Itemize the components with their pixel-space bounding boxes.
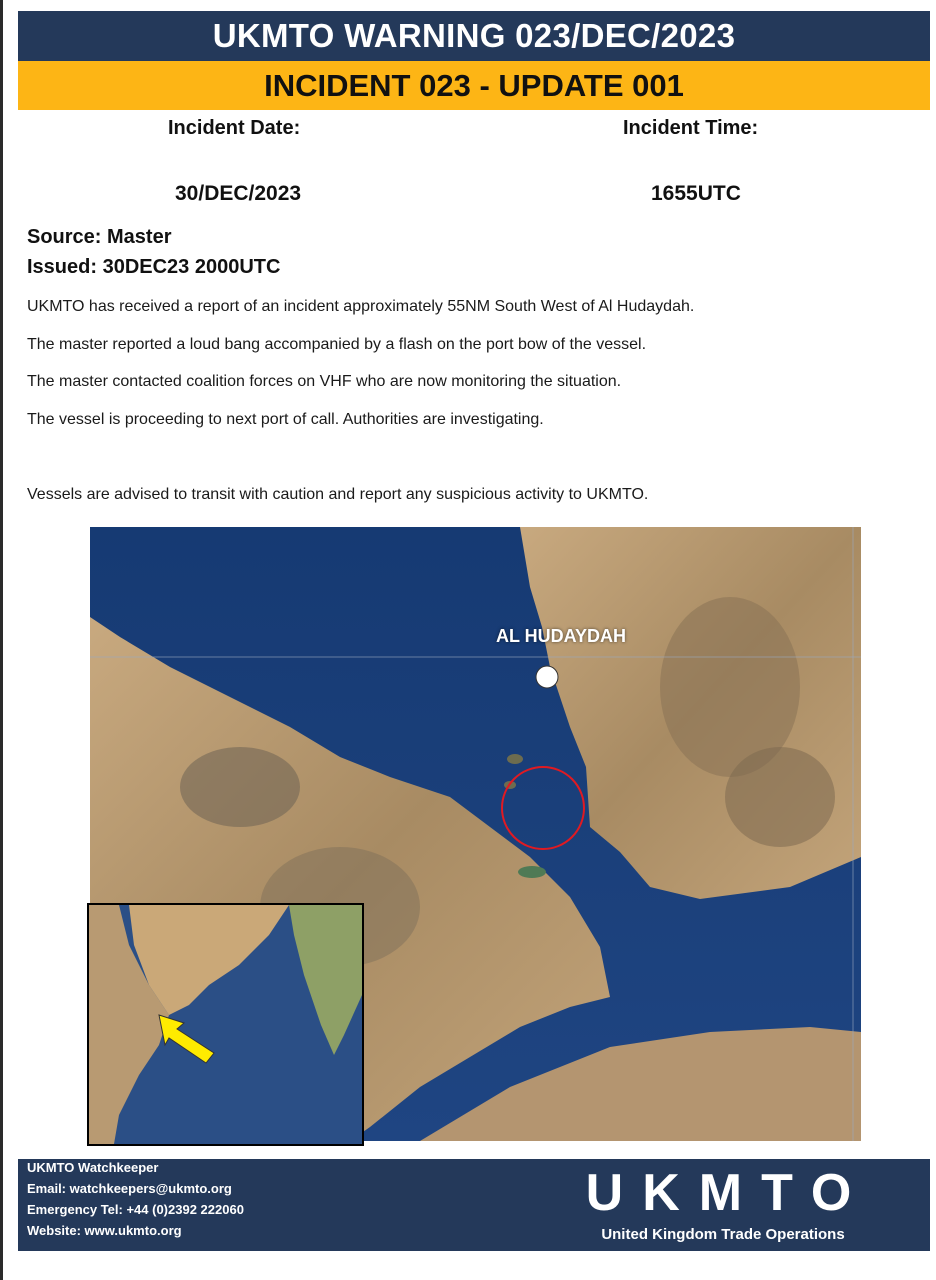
inset-graphic [89,905,362,1144]
body-paragraph: The vessel is proceeding to next port of call. Authorities are investigating. [27,411,544,428]
incident-time-value: 1655UTC [651,182,741,205]
incident-update-banner: INCIDENT 023 - UPDATE 001 [18,61,930,110]
warning-title: UKMTO WARNING 023/DEC/2023 [18,11,930,61]
body-paragraph: The master contacted coalition forces on VHF who are now monitoring the situation. [27,373,622,390]
org-name: United Kingdom Trade Operations [601,1226,845,1243]
source-line: Source: Master [27,226,172,248]
contact-email: Email: watchkeepers@ukmto.org [27,1181,232,1196]
location-marker [536,666,558,688]
ukmto-logo: UKMTO [585,1164,871,1222]
incident-time-label: Incident Time: [623,117,759,139]
contact-title: UKMTO Watchkeeper [27,1160,159,1175]
body-paragraph: The master reported a loud bang accompanied by a flash on the port bow of the vessel. [27,336,647,353]
advisory-paragraph: Vessels are advised to transit with caution and report any suspicious activity to UKMTO. [27,486,649,503]
incident-date-value: 30/DEC/2023 [175,182,302,205]
incident-date-label: Incident Date: [168,117,301,139]
contact-phone: Emergency Tel: +44 (0)2392 222060 [27,1202,244,1217]
footer-bar [18,1159,930,1251]
issued-line: Issued: 30DEC23 2000UTC [27,256,281,278]
body-paragraph: UKMTO has received a report of an incident approximately 55NM South West of Al Hudaydah. [27,298,695,315]
inset-overview-map [87,903,364,1146]
contact-website: Website: www.ukmto.org [27,1223,182,1238]
page-edge [0,0,3,1280]
map-location-label: AL HUDAYDAH [496,626,627,646]
